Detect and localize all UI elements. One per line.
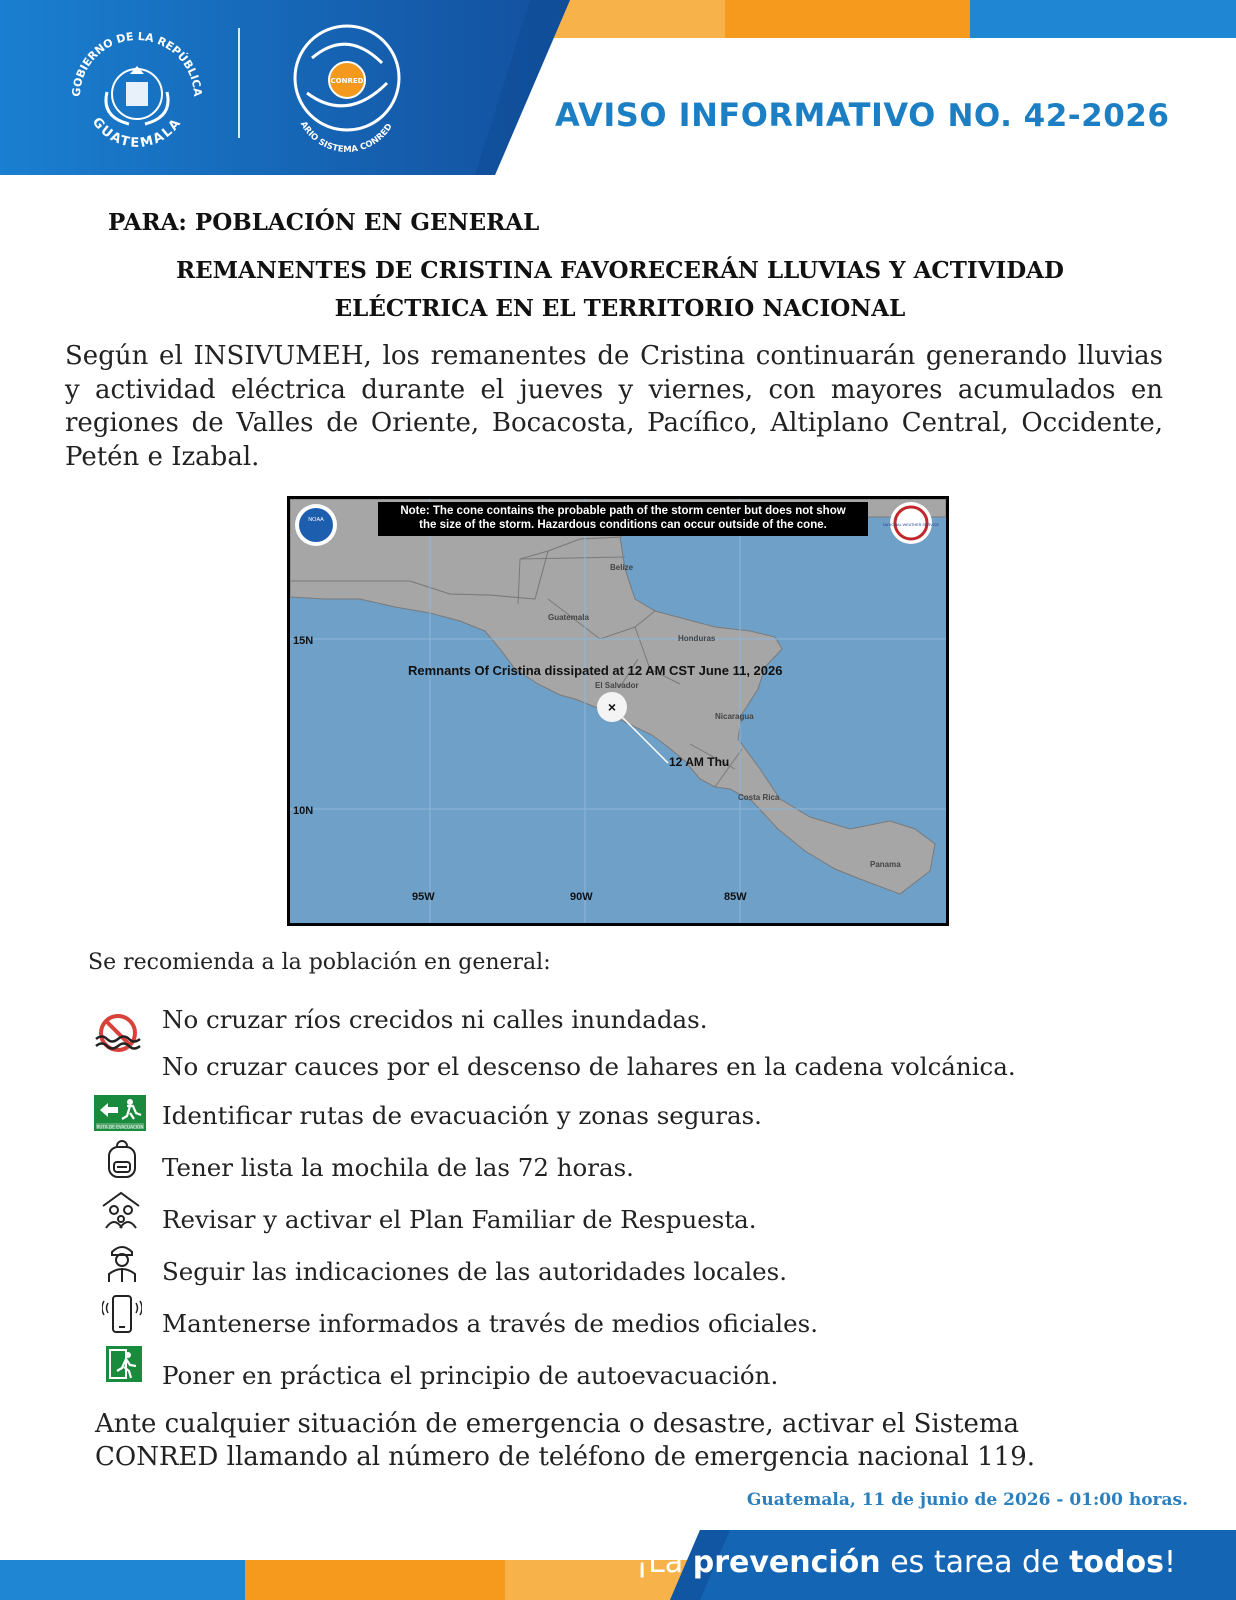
svg-text:GOBIERNO DE LA REPÚBLICA: GOBIERNO DE LA REPÚBLICA — [69, 29, 205, 98]
dateline: Guatemala, 11 de junio de 2026 - 01:00 horas. — [746, 1490, 1188, 1510]
label-lon-90w: 90W — [570, 891, 593, 903]
svg-text:NATIONAL WEATHER SERVICE: NATIONAL WEATHER SERVICE — [883, 523, 939, 527]
svg-text:CONRED: CONRED — [330, 77, 364, 85]
svg-text:GUATEMALA: GUATEMALA — [88, 114, 186, 152]
headline — [60, 252, 1180, 328]
recommendation-item: Tener lista la mochila de las 72 horas. — [162, 1153, 634, 1182]
headline-line-1: REMANENTES DE CRISTINA FAVORECERÁN LLUVIAS Y ACTIVIDAD — [176, 257, 1064, 284]
recommendation-item: Seguir las indicaciones de las autoridades locales. — [162, 1257, 788, 1286]
svg-text:RUTA DE EVACUACIÓN: RUTA DE EVACUACIÓN — [96, 1124, 144, 1130]
label-el-salvador: El Salvador — [595, 681, 639, 690]
recommendations-intro: Se recomienda a la población en general: — [88, 950, 551, 975]
closing-paragraph: Ante cualquier situación de emergencia o desastre, activar el Sistema CONRED llamando al número de teléfono de emergencia nacional 119. — [95, 1409, 1036, 1472]
notice-title-main: AVISO INFORMATIVO — [555, 96, 936, 134]
label-lon-85w: 85W — [724, 891, 747, 903]
map-disclaimer — [378, 502, 868, 536]
label-belize: Belize — [610, 563, 634, 572]
label-guatemala: Guatemala — [548, 613, 589, 622]
footer-slogan: ¡La prevención es tarea de todos! — [636, 1545, 1176, 1580]
intro-paragraph: Según el INSIVUMEH, los remanentes de Cristina continuarán generando lluvias y actividad eléctrica durante el jueves y viernes, con mayores acumulados en regiones de Valles de Oriente, Bocacosta, Pacífico, Altiplano Central, Occidente, Petén e Izabal. — [65, 341, 1163, 472]
storm-status-label: Remnants Of Cristina dissipated at 12 AM CST June 11, 2026 — [408, 663, 783, 678]
no-flood-crossing-icon — [94, 1013, 142, 1059]
label-panama: Panama — [870, 860, 901, 869]
headline-line-2: ELÉCTRICA EN EL TERRITORIO NACIONAL — [334, 295, 906, 322]
label-nicaragua: Nicaragua — [715, 712, 754, 721]
notice-title — [555, 96, 1169, 134]
evacuation-route-sign-icon — [94, 1095, 146, 1135]
notice-number: NO. 42-2026 — [947, 98, 1170, 134]
track-time-label: 12 AM Thu — [669, 755, 730, 769]
recommendation-item: No cruzar ríos crecidos ni calles inundadas. — [162, 1005, 708, 1034]
label-costa-rica: Costa Rica — [738, 793, 780, 802]
backpack-icon — [104, 1140, 140, 1184]
recommendation-item: No cruzar cauces por el descenso de lahares en la cadena volcánica. — [162, 1052, 1016, 1081]
map-disclaimer-line-1: Note: The cone contains the probable path of the storm center but does not show — [400, 505, 846, 517]
recommendation-item: Mantenerse informados a través de medios oficiales. — [162, 1309, 818, 1338]
government-seal-logo — [62, 22, 212, 172]
family-house-icon — [100, 1190, 142, 1236]
mobile-phone-icon — [102, 1293, 142, 1341]
recommendation-item: Poner en práctica el principio de autoevacuación. — [162, 1361, 779, 1390]
svg-text:NOAA: NOAA — [308, 517, 324, 523]
label-lon-95w: 95W — [412, 891, 435, 903]
logo-divider — [238, 28, 240, 138]
svg-text:30 ANIVERSARIO SISTEMA CONRED: ARIO SISTEMA CONRED — [297, 119, 395, 155]
recommendation-item: Identificar rutas de evacuación y zonas seguras. — [162, 1101, 762, 1130]
emergency-exit-icon — [106, 1346, 142, 1386]
svg-text:×: × — [607, 699, 617, 715]
audience-line: PARA: POBLACIÓN EN GENERAL — [108, 209, 540, 236]
recommendation-item: Revisar y activar el Plan Familiar de Respuesta. — [162, 1205, 757, 1234]
map-disclaimer-line-2: the size of the storm. Hazardous conditions can occur outside of the cone. — [419, 519, 827, 531]
conred-anniversary-logo — [282, 18, 412, 163]
storm-track-map — [287, 496, 949, 926]
label-honduras: Honduras — [678, 634, 716, 643]
label-lat-15n: 15N — [293, 635, 314, 647]
label-lat-10n: 10N — [293, 805, 314, 817]
authority-officer-icon — [104, 1242, 140, 1288]
